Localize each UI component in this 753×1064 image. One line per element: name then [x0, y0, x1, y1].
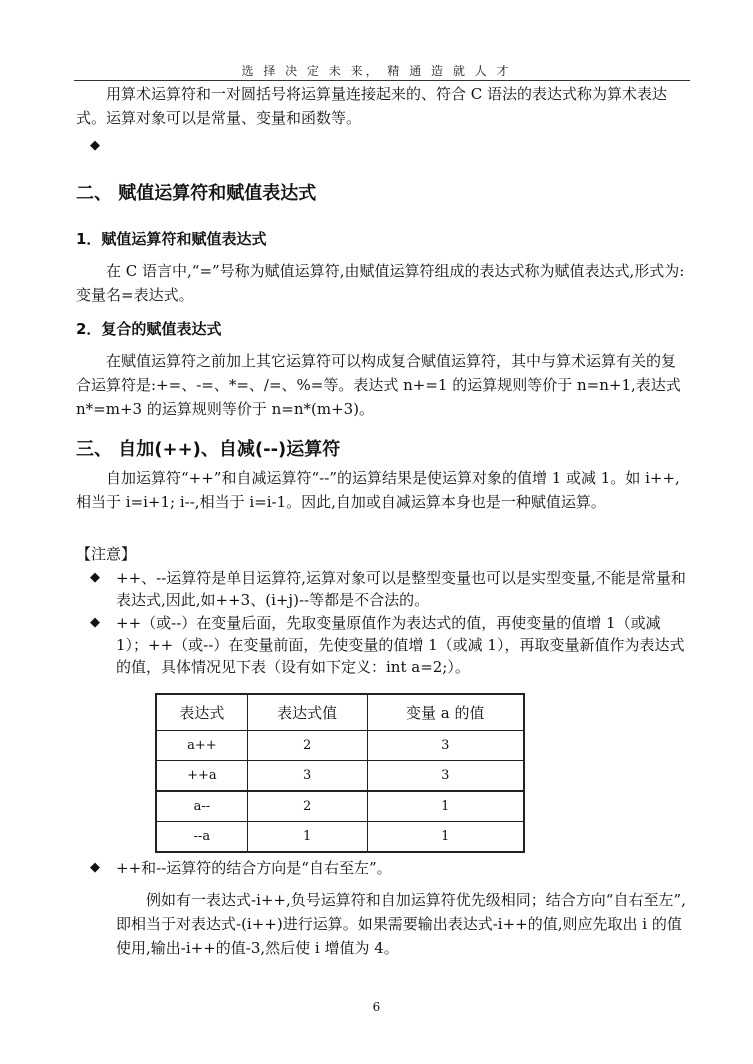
note-bullet-1	[90, 567, 690, 611]
diamond-bullet-icon: ◆	[90, 570, 100, 585]
subsection-1-text: 在 C 语言中,“=”号称为赋值运算符,由赋值运算符组成的表达式称为赋值表达式,形式为: 变量名=表达式。	[76, 262, 685, 304]
table-cell: 1	[367, 822, 524, 853]
table-header-cell: 表达式值	[247, 694, 367, 731]
table-cell: 2	[247, 731, 367, 761]
subsection-1-title: 1．赋值运算符和赋值表达式	[76, 230, 267, 248]
diamond-bullet-icon: ◆	[90, 860, 100, 875]
table-header-cell: 变量 a 的值	[367, 694, 524, 731]
table-row	[156, 791, 524, 822]
table-cell: ++a	[156, 761, 247, 792]
section-3-title: 三、 自加(++)、自减(--)运算符	[76, 439, 341, 460]
section-3-text: 自加运算符“++”和自减运算符“--”的运算结果是使运算对象的值增 1 或减 1。如 i++,相当于 i=i+1; i--,相当于 i=i-1。因此,自加或自减运算本身也是一种赋值运算。	[76, 469, 680, 511]
subsection-2-text: 在赋值运算符之前加上其它运算符可以构成复合赋值运算符，其中与算术运算有关的复合运算符是:+=、-=、*=、/=、%=等。表达式 n+=1 的运算规则等价于 n=n+1,表达式 n*=m+3 的运算规则等价于 n=n*(m+3)。	[76, 352, 681, 418]
table-row	[156, 822, 524, 853]
note-label: 【注意】	[76, 545, 137, 563]
table-row	[156, 731, 524, 761]
note-bullet-3	[90, 857, 690, 879]
table-header-cell: 表达式	[156, 694, 247, 731]
table-cell: 1	[367, 791, 524, 822]
header-divider	[74, 80, 690, 81]
note-bullet-2-text: ++（或--）在变量后面，先取变量原值作为表达式的值，再使变量的值增 1（或减 1）；++（或--）在变量前面，先使变量的值增 1（或减 1），再取变量新值作为表达式的值，具体情况见下表（设有如下定义：int a=2;）。	[116, 614, 685, 676]
empty-bullet-icon: ◆	[90, 138, 100, 153]
diamond-bullet-icon: ◆	[90, 615, 100, 630]
table-cell: a++	[156, 731, 247, 761]
subsection-2-title: 2．复合的赋值表达式	[76, 320, 222, 338]
table-cell: 1	[247, 822, 367, 853]
table-cell: 2	[247, 791, 367, 822]
table-row	[156, 761, 524, 792]
page-number: 6	[372, 1000, 381, 1014]
note-bullet-3-text: ++和--运算符的结合方向是“自右至左”。	[116, 859, 392, 877]
note-bullet-2	[90, 612, 690, 678]
intro-paragraph: 用算术运算符和一对圆括号将运算量连接起来的、符合 C 语法的表达式称为算术表达式。运算对象可以是常量、变量和函数等。	[76, 85, 668, 127]
table-header-row	[156, 694, 524, 731]
page-header: 选 择 决 定 未 来， 精 通 造 就 人 才	[241, 64, 512, 78]
table-cell: a--	[156, 791, 247, 822]
example-paragraph: 例如有一表达式-i++,负号运算符和自加运算符优先级相同；结合方向“自右至左”,即相当于对表达式-(i++)进行运算。如果需要输出表达式-i++的值,则应先取出 i 的值使用,输出-i++的值-3,然后使 i 增值为 4。	[116, 891, 686, 957]
table-cell: 3	[367, 761, 524, 792]
table-cell: 3	[367, 731, 524, 761]
increment-decrement-table	[155, 693, 525, 853]
section-2-title: 二、 赋值运算符和赋值表达式	[76, 183, 317, 204]
note-bullet-1-text: ++、--运算符是单目运算符,运算对象可以是整型变量也可以是实型变量,不能是常量和表达式,因此,如++3、(i+j)--等都是不合法的。	[116, 569, 686, 609]
table-cell: --a	[156, 822, 247, 853]
table-cell: 3	[247, 761, 367, 792]
